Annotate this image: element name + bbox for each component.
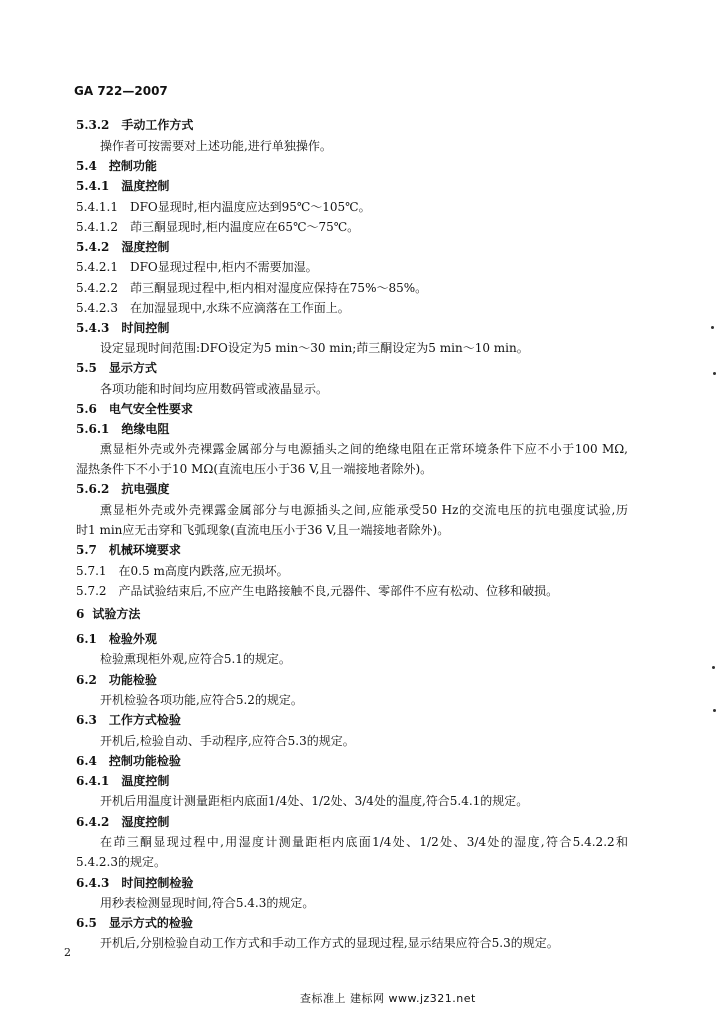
scan-speck (711, 326, 714, 329)
paragraph-line: 时1 min应无击穿和飞弧现象(直流电压小于36 V,且一端接地者除外)。 (76, 523, 450, 537)
clause-title: 工作方式检验 (108, 713, 181, 727)
clause-number: 5.7.2 (76, 584, 107, 598)
standard-code: GA 722—2007 (74, 84, 168, 98)
clause (76, 259, 633, 275)
clause-number: 5.4.1.1 (76, 200, 118, 214)
section-heading (76, 712, 633, 728)
footer-watermark: 查标准上 建标网 www.jz321.net (300, 992, 476, 1005)
clause-title: 控制功能检验 (108, 754, 181, 768)
paragraph-line: 检验熏现柜外观,应符合5.1的规定。 (100, 652, 291, 666)
paragraph-line: 设定显现时间范围:DFO设定为5 min～30 min;茚三酮设定为5 min～10 min。 (100, 341, 529, 355)
paragraph-line: 开机后,分别检验自动工作方式和手动工作方式的显现过程,显示结果应符合5.3的规定。 (100, 936, 559, 950)
clause (76, 199, 633, 215)
section-heading (76, 360, 633, 376)
section-heading (76, 915, 633, 931)
section-heading (76, 773, 633, 789)
clause (76, 583, 633, 599)
clause-title: 显示方式 (108, 361, 157, 375)
clause-title: 功能检验 (108, 673, 157, 687)
paragraph-line: 熏显柜外壳或外壳裸露金属部分与电源插头之间的绝缘电阻在正常环境条件下应不小于100 MΩ, (100, 442, 628, 456)
scan-speck (713, 709, 716, 712)
clause-text: 在0.5 m高度内跌落,应无损坏。 (118, 564, 289, 578)
clause-title: 绝缘电阻 (121, 422, 170, 436)
clause-title: 抗电强度 (121, 482, 170, 496)
section-heading (76, 542, 633, 558)
clause-title: 温度控制 (121, 179, 170, 193)
paragraph-line: 开机检验各项功能,应符合5.2的规定。 (100, 693, 303, 707)
clause-number: 5.4.2 (76, 240, 110, 254)
section-heading (76, 606, 633, 622)
clause-number: 6.4.2 (76, 815, 110, 829)
clause-number: 6.4.1 (76, 774, 110, 788)
paragraph-line: 操作者可按需要对上述功能,进行单独操作。 (100, 139, 332, 153)
clause-title: 时间控制检验 (121, 876, 194, 890)
clause-number: 6.2 (76, 673, 97, 687)
section-heading (76, 631, 633, 647)
paragraph-line: 5.4.2.3的规定。 (76, 855, 166, 869)
clause (76, 280, 633, 296)
paragraph-line: 开机后,检验自动、手动程序,应符合5.3的规定。 (100, 734, 355, 748)
section-heading (76, 672, 633, 688)
clause-text: DFO显现时,柜内温度应达到95℃～105℃。 (129, 200, 371, 214)
clause-title: 湿度控制 (121, 815, 170, 829)
paragraph-line: 用秒表检测显现时间,符合5.4.3的规定。 (100, 896, 315, 910)
clause-title: 时间控制 (121, 321, 170, 335)
clause-text: 在加湿显现中,水珠不应滴落在工作面上。 (129, 301, 350, 315)
section-heading (76, 814, 633, 830)
clause-number: 5.3.2 (76, 118, 110, 132)
clause-title: 电气安全性要求 (108, 402, 193, 416)
clause-title: 手动工作方式 (121, 118, 194, 132)
clause-title: 控制功能 (108, 159, 157, 173)
clause-number: 5.4.2.1 (76, 260, 118, 274)
clause-number: 6.1 (76, 632, 97, 646)
clause-text: 产品试验结束后,不应产生电路接触不良,元器件、零部件不应有松动、位移和破损。 (118, 584, 559, 598)
section-heading (76, 158, 633, 174)
paragraph-line: 各项功能和时间均应用数码管或液晶显示。 (100, 382, 329, 396)
clause (76, 300, 633, 316)
clause-number: 5.4.1 (76, 179, 110, 193)
section-heading (76, 481, 633, 497)
clause-number: 5.6.2 (76, 482, 110, 496)
scan-speck (712, 666, 715, 669)
clause-number: 5.7 (76, 543, 97, 557)
clause-number: 5.4.2.2 (76, 281, 118, 295)
paragraph-line: 熏显柜外壳或外壳裸露金属部分与电源插头之间,应能承受50 Hz的交流电压的抗电强度试验,历 (100, 503, 628, 517)
section-heading (76, 239, 633, 255)
clause-text: DFO显现过程中,柜内不需要加湿。 (129, 260, 318, 274)
clause-number: 5.4.2.3 (76, 301, 118, 315)
clause-title: 湿度控制 (121, 240, 170, 254)
page-number: 2 (64, 946, 71, 959)
section-heading (76, 401, 633, 417)
section-heading (76, 875, 633, 891)
section-heading (76, 320, 633, 336)
clause-number: 5.5 (76, 361, 97, 375)
scan-speck (713, 372, 716, 375)
clause-text: 茚三酮显现时,柜内温度应在65℃～75℃。 (129, 220, 360, 234)
clause-number: 6.4 (76, 754, 97, 768)
section-heading (76, 753, 633, 769)
clause-text: 茚三酮显现过程中,柜内相对湿度应保持在75%～85%。 (129, 281, 428, 295)
clause-number: 5.4 (76, 159, 97, 173)
clause-title: 试验方法 (92, 607, 141, 621)
section-heading (76, 178, 633, 194)
paragraph-line: 在茚三酮显现过程中,用湿度计测量距柜内底面1/4处、1/2处、3/4处的湿度,符合5.4.2.2和 (100, 835, 628, 849)
clause-number: 5.6 (76, 402, 97, 416)
clause-title: 显示方式的检验 (108, 916, 193, 930)
clause-number: 6.5 (76, 916, 97, 930)
clause (76, 219, 633, 235)
clause-number: 6.4.3 (76, 876, 110, 890)
section-heading (76, 117, 633, 133)
paragraph-line: 湿热条件下不小于10 MΩ(直流电压小于36 V,且一端接地者除外)。 (76, 462, 433, 476)
clause-number: 6 (76, 607, 85, 621)
clause-title: 检验外观 (108, 632, 157, 646)
paragraph-line: 开机后用温度计测量距柜内底面1/4处、1/2处、3/4处的温度,符合5.4.1的规定。 (100, 794, 529, 808)
clause-number: 5.7.1 (76, 564, 107, 578)
clause-title: 温度控制 (121, 774, 170, 788)
section-heading (76, 421, 633, 437)
clause-number: 6.3 (76, 713, 97, 727)
clause-number: 5.4.3 (76, 321, 110, 335)
clause (76, 563, 633, 579)
clause-title: 机械环境要求 (108, 543, 181, 557)
clause-number: 5.4.1.2 (76, 220, 118, 234)
clause-number: 5.6.1 (76, 422, 110, 436)
